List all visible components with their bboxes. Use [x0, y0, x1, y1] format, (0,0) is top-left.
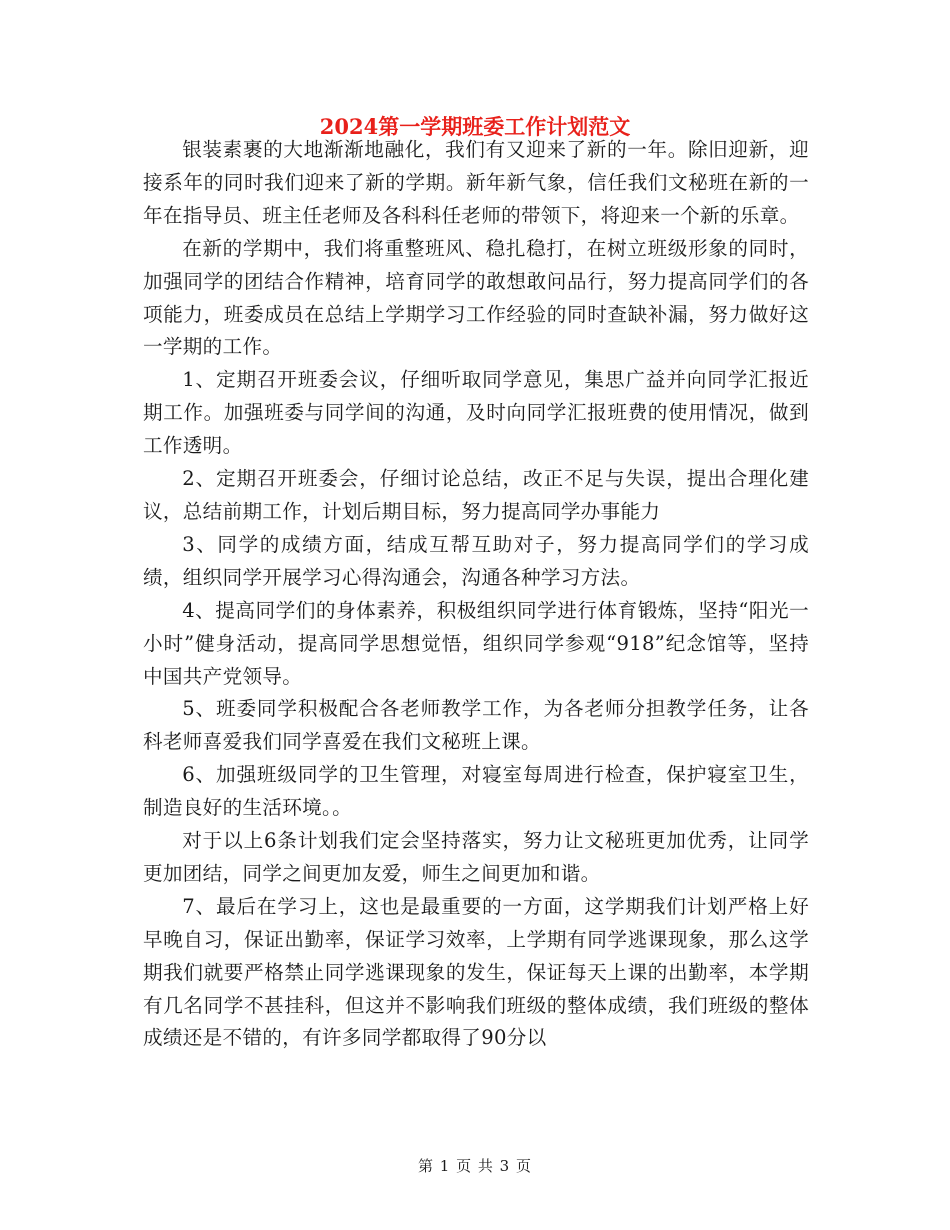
- paragraph: 对于以上6条计划我们定会坚持落实，努力让文秘班更加优秀，让同学更加团结，同学之间更加友爱，师生之间更加和谐。: [143, 829, 809, 885]
- paragraph: 3、同学的成绩方面，结成互帮互助对子，努力提高同学们的学习成绩，组织同学开展学习心得沟通会，沟通各种学习方法。: [143, 532, 809, 589]
- paragraph: 5、班委同学积极配合各老师教学工作，为各老师分担教学任务，让各科老师喜爱我们同学喜爱在我们文秘班上课。: [143, 697, 809, 754]
- document-body: [143, 134, 809, 1055]
- paragraph: 7、最后在学习上，这也是最重要的一方面，这学期我们计划严格上好早晚自习，保证出勤率，保证学习效率，上学期有同学逃课现象，那么这学期我们就要严格禁止同学逃课现象的发生，保证每天上课的出勤率，本学期有几名同学不甚挂科，但这并不影响我们班级的整体成绩，我们班级的整体成绩还是不错的，有许多同学都取得了90分以: [143, 894, 809, 1050]
- paragraph: 在新的学期中，我们将重整班风、稳扎稳打，在树立班级形象的同时，加强同学的团结合作精神，培育同学的敢想敢问品行，努力提高同学们的各项能力，班委成员在总结上学期学习工作经验的同时查缺补漏，努力做好这一学期的工作。: [143, 236, 809, 359]
- paragraph: 2、定期召开班委会，仔细讨论总结，改正不足与失误，提出合理化建议，总结前期工作，计划后期目标，努力提高同学办事能力: [143, 467, 809, 523]
- paragraph: 6、加强班级同学的卫生管理，对寝室每周进行检查，保护寝室卫生，制造良好的生活环境。。: [143, 763, 809, 820]
- paragraph: 4、提高同学们的身体素养，积极组织同学进行体育锻炼，坚持“阳光一小时”健身活动，提高同学思想觉悟，组织同学参观“918”纪念馆等，坚持中国共产党领导。: [143, 598, 809, 688]
- paragraph: 银装素裹的大地渐渐地融化，我们有又迎来了新的一年。除旧迎新，迎接系年的同时我们迎来了新的学期。新年新气象，信任我们文秘班在新的一年在指导员、班主任老师及各科科任老师的带领下，将迎来一个新的乐章。: [143, 138, 809, 227]
- paragraph: 1、定期召开班委会议，仔细听取同学意见，集思广益并向同学汇报近期工作。加强班委与同学间的沟通，及时向同学汇报班费的使用情况，做到工作透明。: [143, 368, 809, 458]
- page-footer: 第 1 页 共 3 页: [418, 1157, 532, 1175]
- document-title: 2024第一学期班委工作计划范文: [319, 114, 631, 139]
